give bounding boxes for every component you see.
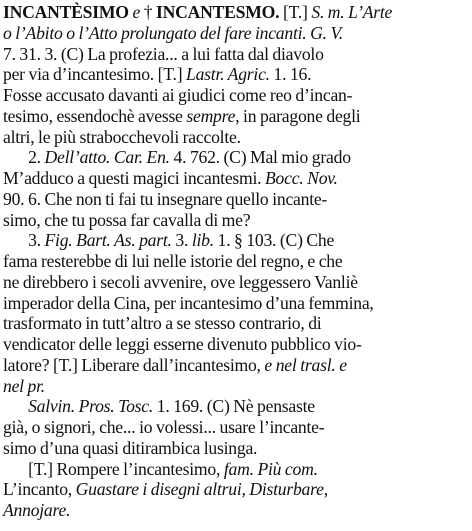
conjunction: e bbox=[128, 2, 144, 22]
entry-line-14: ne direbbero i secoli avvenire, ove leggessero Vanliè bbox=[3, 271, 358, 292]
italic-word: Guastare i disegni altrui, Disturbare, bbox=[75, 479, 328, 500]
tommaseo-tag: [T.] bbox=[28, 458, 53, 479]
text-run: 1. § 103. (C) Che bbox=[213, 230, 335, 251]
entry-line-7: altri, le più strabocchevoli raccolte. bbox=[3, 126, 241, 147]
entry-line-6 bbox=[3, 106, 453, 127]
italic-word: fam. Più com. bbox=[223, 458, 318, 479]
definition: S. m. L’Arte bbox=[311, 2, 393, 22]
entry-line-2: o l’Abito o l’Atto prolungato del fare incanti. G. V. bbox=[3, 22, 343, 43]
italic-word: e nel trasl. e bbox=[264, 354, 347, 375]
entry-line-12 bbox=[3, 230, 453, 251]
entry-line-20 bbox=[3, 396, 453, 417]
tommaseo-tag: [T.] bbox=[157, 64, 183, 85]
text-run: 1. 169. (C) Nè pensaste bbox=[153, 396, 315, 417]
entry-line-25: Annojare. bbox=[3, 500, 71, 520]
sense-number: 3. bbox=[28, 230, 45, 251]
citation-source: Fig. Bart. As. part. bbox=[44, 230, 172, 251]
citation-source: Dell’atto. Car. En. bbox=[44, 147, 170, 168]
italic-word: sempre bbox=[186, 105, 236, 126]
citation-ref: 1. 16. bbox=[269, 64, 312, 85]
text-run: latore? bbox=[3, 354, 53, 375]
entry-line-23 bbox=[3, 459, 453, 480]
text-run: L’incanto, bbox=[3, 479, 76, 500]
entry-line-5: Fosse accusato davanti ai giudici come reo d’incan- bbox=[3, 85, 353, 105]
entry-line-21: già, o signori, che... io volessi... usare l’incante- bbox=[3, 417, 325, 437]
headword-variant: INCANTESMO. bbox=[156, 2, 280, 22]
entry-line-15: imperador della Cina, per incantesimo d’una femmina, bbox=[3, 292, 374, 313]
entry-line-3: 7. 31. 3. (C) La profezia... a lui fatta dal diavolo bbox=[3, 43, 324, 64]
italic-word: lib. bbox=[191, 230, 214, 251]
text-run: 4. 762. (C) Mal mio grado bbox=[169, 147, 351, 168]
entry-line-24 bbox=[3, 479, 453, 500]
headword: INCANTÈSIMO bbox=[3, 2, 129, 22]
text-run: Liberare dall’incantesimo, bbox=[77, 354, 265, 375]
entry-line-17: vendicator delle leggi esserne divenuto pubblico vio- bbox=[3, 334, 362, 354]
entry-line-22: simo d’una quasi ditirambica lusinga. bbox=[3, 437, 258, 458]
entry-line-16: trasformato in tutt’altro a se stesso contrario, di bbox=[3, 313, 322, 334]
sense-number: 2. bbox=[28, 147, 45, 168]
citation-source: Salvin. Pros. Tosc. bbox=[28, 396, 154, 417]
dictionary-entry bbox=[3, 2, 453, 521]
dagger-mark: † bbox=[143, 2, 157, 22]
text-run: per via d’incantesimo. bbox=[3, 64, 158, 85]
entry-line-8 bbox=[3, 147, 453, 168]
text-run: 3. bbox=[171, 230, 192, 251]
entry-line-4 bbox=[3, 64, 453, 85]
entry-line-13: fama resterebbe di lui nelle istorie del regno, e che bbox=[3, 251, 343, 271]
text-run: tesimo, essendochè avesse bbox=[3, 105, 187, 126]
entry-line-10: 90. 6. Che non ti fai tu insegnare quello incante- bbox=[3, 188, 328, 209]
entry-line-19: nel pr. bbox=[3, 375, 45, 396]
entry-line-9 bbox=[3, 168, 453, 189]
tommaseo-tag: [T.] bbox=[279, 2, 312, 22]
entry-line-1 bbox=[3, 2, 453, 23]
entry-line-18 bbox=[3, 355, 453, 376]
entry-line-11: simo, che tu possa far cavalla di me? bbox=[3, 209, 251, 230]
tommaseo-tag: [T.] bbox=[52, 354, 78, 375]
text-run: , in paragone degli bbox=[235, 105, 361, 126]
citation-source: Bocc. Nov. bbox=[265, 168, 338, 188]
text-run: Rompere l’incantesimo, bbox=[52, 458, 224, 479]
text-run: M’adduco a questi magici incantesmi. bbox=[3, 168, 266, 188]
citation-source: Lastr. Agric. bbox=[182, 64, 270, 85]
